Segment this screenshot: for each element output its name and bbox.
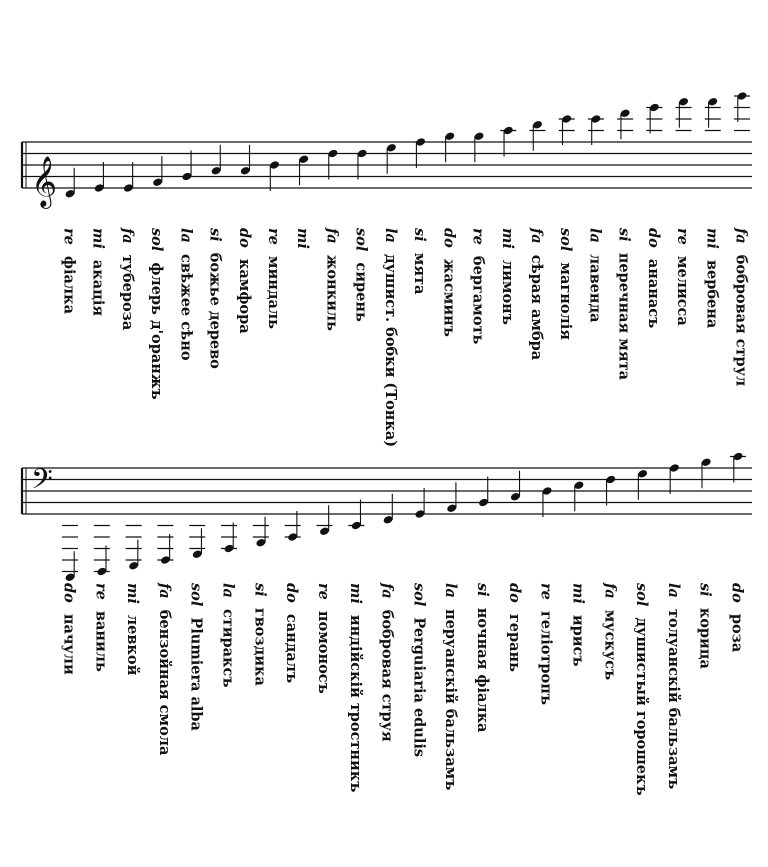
scent-label	[119, 228, 134, 330]
scent-label	[587, 228, 602, 323]
note-syllable: la	[664, 583, 682, 598]
scent-label	[156, 583, 171, 755]
scent-label	[475, 583, 490, 732]
note-syllable: la	[442, 583, 460, 598]
scent-label	[704, 228, 719, 328]
scent-label	[470, 228, 485, 344]
scent-label	[236, 228, 251, 334]
note-syllable: si	[411, 228, 429, 242]
note-syllable: fa	[732, 228, 750, 244]
scent-name: ананасъ	[644, 253, 662, 329]
scent-label	[570, 583, 585, 667]
scent-label	[324, 228, 339, 331]
note-syllable: si	[206, 228, 224, 242]
note-syllable: mi	[89, 228, 107, 249]
scent-name: камфора	[235, 253, 253, 334]
note-syllable: sol	[633, 583, 651, 607]
scent-name: помоносъ	[314, 605, 332, 694]
scent-name: фіалка	[60, 250, 78, 314]
note-syllable: re	[265, 228, 283, 245]
scent-label	[528, 228, 543, 360]
scent-label	[538, 583, 553, 705]
scent-label	[93, 583, 108, 672]
scent-label	[645, 228, 660, 328]
note-syllable: do	[440, 228, 458, 248]
scent-name: сѣрая амбра	[527, 249, 545, 361]
note-syllable: si	[251, 583, 269, 597]
scent-name: гвоздика	[251, 602, 269, 686]
scent-name: бобровая струя	[378, 604, 396, 742]
scent-label	[634, 583, 649, 796]
treble-staff	[22, 91, 752, 209]
note-syllable: sol	[410, 583, 428, 607]
treble-clef-icon: 𝄞	[31, 156, 58, 207]
note-syllable: fa	[323, 228, 341, 244]
note-syllable: re	[537, 583, 555, 600]
scent-label	[220, 583, 235, 687]
scent-name: корица	[696, 602, 714, 669]
scent-name: лавенда	[586, 248, 604, 323]
scent-label	[61, 228, 76, 314]
scent-label	[266, 228, 281, 329]
scent-label	[284, 583, 299, 683]
note-syllable: sol	[352, 228, 370, 252]
note-syllable: re	[314, 583, 332, 600]
scent-name: вербена	[703, 254, 721, 329]
note-syllable: mi	[498, 228, 516, 249]
note-syllable: sol	[557, 228, 575, 252]
note-syllable: fa	[155, 583, 173, 599]
scent-name: магнолія	[557, 257, 575, 340]
scent-name: толуанскій бальзамъ	[664, 603, 682, 790]
note-syllable: re	[674, 228, 692, 245]
scent-label	[295, 228, 310, 255]
note-syllable: re	[60, 228, 78, 245]
scent-label	[178, 228, 193, 361]
note-syllable: sol	[148, 228, 166, 252]
note-syllable: si	[696, 583, 714, 597]
scent-name: герань	[505, 608, 523, 672]
scent-label	[506, 583, 521, 672]
scent-label	[499, 228, 514, 325]
scent-name: акація	[89, 254, 107, 317]
note-syllable: sol	[187, 583, 205, 607]
scent-label	[441, 228, 456, 337]
note-syllable: si	[474, 583, 492, 597]
note-syllable: do	[728, 583, 746, 603]
scent-name: сандалъ	[283, 608, 301, 684]
scent-label	[125, 583, 140, 675]
scent-name: пачули	[60, 608, 78, 675]
scent-name: лимонъ	[498, 254, 516, 325]
scent-name: мускусъ	[601, 604, 619, 681]
scent-label	[412, 228, 427, 294]
note-syllable: fa	[527, 228, 545, 244]
scent-name: жонкиль	[323, 249, 341, 331]
scent-label	[382, 228, 397, 447]
scent-name: Plumiera alba	[187, 612, 205, 731]
scent-name: сирень	[352, 257, 370, 322]
scent-name: божье дерево	[206, 247, 224, 369]
note-syllable: la	[381, 228, 399, 243]
scent-name: бергамоть	[469, 250, 487, 345]
note-syllable: mi	[294, 228, 312, 249]
scent-name: ночная фіалка	[474, 602, 492, 733]
scent-label	[665, 583, 680, 789]
scent-name: мята	[411, 247, 429, 295]
note-syllable: re	[92, 583, 110, 600]
scent-name: туберoза	[118, 249, 136, 331]
note-syllable: la	[586, 228, 604, 243]
scent-name: левкой	[124, 609, 142, 676]
scent-label	[353, 228, 368, 322]
scent-label	[90, 228, 105, 316]
note-syllable: fa	[118, 228, 136, 244]
scent-label	[616, 228, 631, 380]
scent-name: душист. бобки (Тонка)	[381, 248, 399, 448]
scent-label	[602, 583, 617, 680]
scent-name: жасминъ	[440, 253, 458, 337]
scent-name: мелисса	[674, 250, 692, 326]
scent-name: индійскій тростникъ	[346, 609, 364, 793]
scent-label	[379, 583, 394, 742]
scent-name: бензойная смола	[155, 604, 173, 756]
note-syllable: mi	[124, 583, 142, 604]
note-syllable: do	[283, 583, 301, 603]
scent-label	[729, 583, 744, 652]
scent-label	[188, 583, 203, 731]
scent-name: душистый горошекъ	[633, 612, 651, 796]
scent-name: свѣжее сѣно	[177, 248, 195, 361]
note-syllable: la	[219, 583, 237, 598]
scent-name: роза	[728, 608, 746, 653]
scent-name: миндаль	[265, 250, 283, 330]
scent-label	[347, 583, 362, 792]
scent-name: Perguiaria edulis	[410, 612, 428, 758]
note-syllable: do	[644, 228, 662, 248]
note-syllable: do	[60, 583, 78, 603]
scent-name: бобровая струл	[732, 249, 750, 387]
note-syllable: do	[505, 583, 523, 603]
scent-label	[149, 228, 164, 400]
scent-name: геліотропъ	[537, 605, 555, 705]
note-syllable: si	[615, 228, 633, 242]
scent-name: перуанскій бальзамъ	[442, 603, 460, 791]
scent-name: флерь д'оранжъ	[148, 257, 166, 400]
scent-label	[558, 228, 573, 340]
scent-label	[697, 583, 712, 669]
note-syllable: mi	[346, 583, 364, 604]
scent-name: стираксъ	[219, 603, 237, 688]
scent-label	[675, 228, 690, 326]
scent-label	[61, 583, 76, 675]
note-syllable: la	[177, 228, 195, 243]
bass-clef-icon: 𝄢	[31, 463, 53, 503]
scent-name: ваниль	[92, 605, 110, 672]
note-syllable: fa	[601, 583, 619, 599]
scent-label	[733, 228, 748, 386]
scent-label	[411, 583, 426, 757]
scent-label	[443, 583, 458, 790]
scent-name: ирисъ	[569, 609, 587, 667]
scent-label	[315, 583, 330, 694]
note-syllable: mi	[703, 228, 721, 249]
scent-name: перечная мята	[615, 247, 633, 380]
bass-staff	[22, 452, 752, 583]
note-syllable: re	[469, 228, 487, 245]
scent-label	[207, 228, 222, 369]
scent-label	[252, 583, 267, 686]
note-syllable: fa	[378, 583, 396, 599]
note-syllable: mi	[569, 583, 587, 604]
note-syllable: do	[235, 228, 253, 248]
